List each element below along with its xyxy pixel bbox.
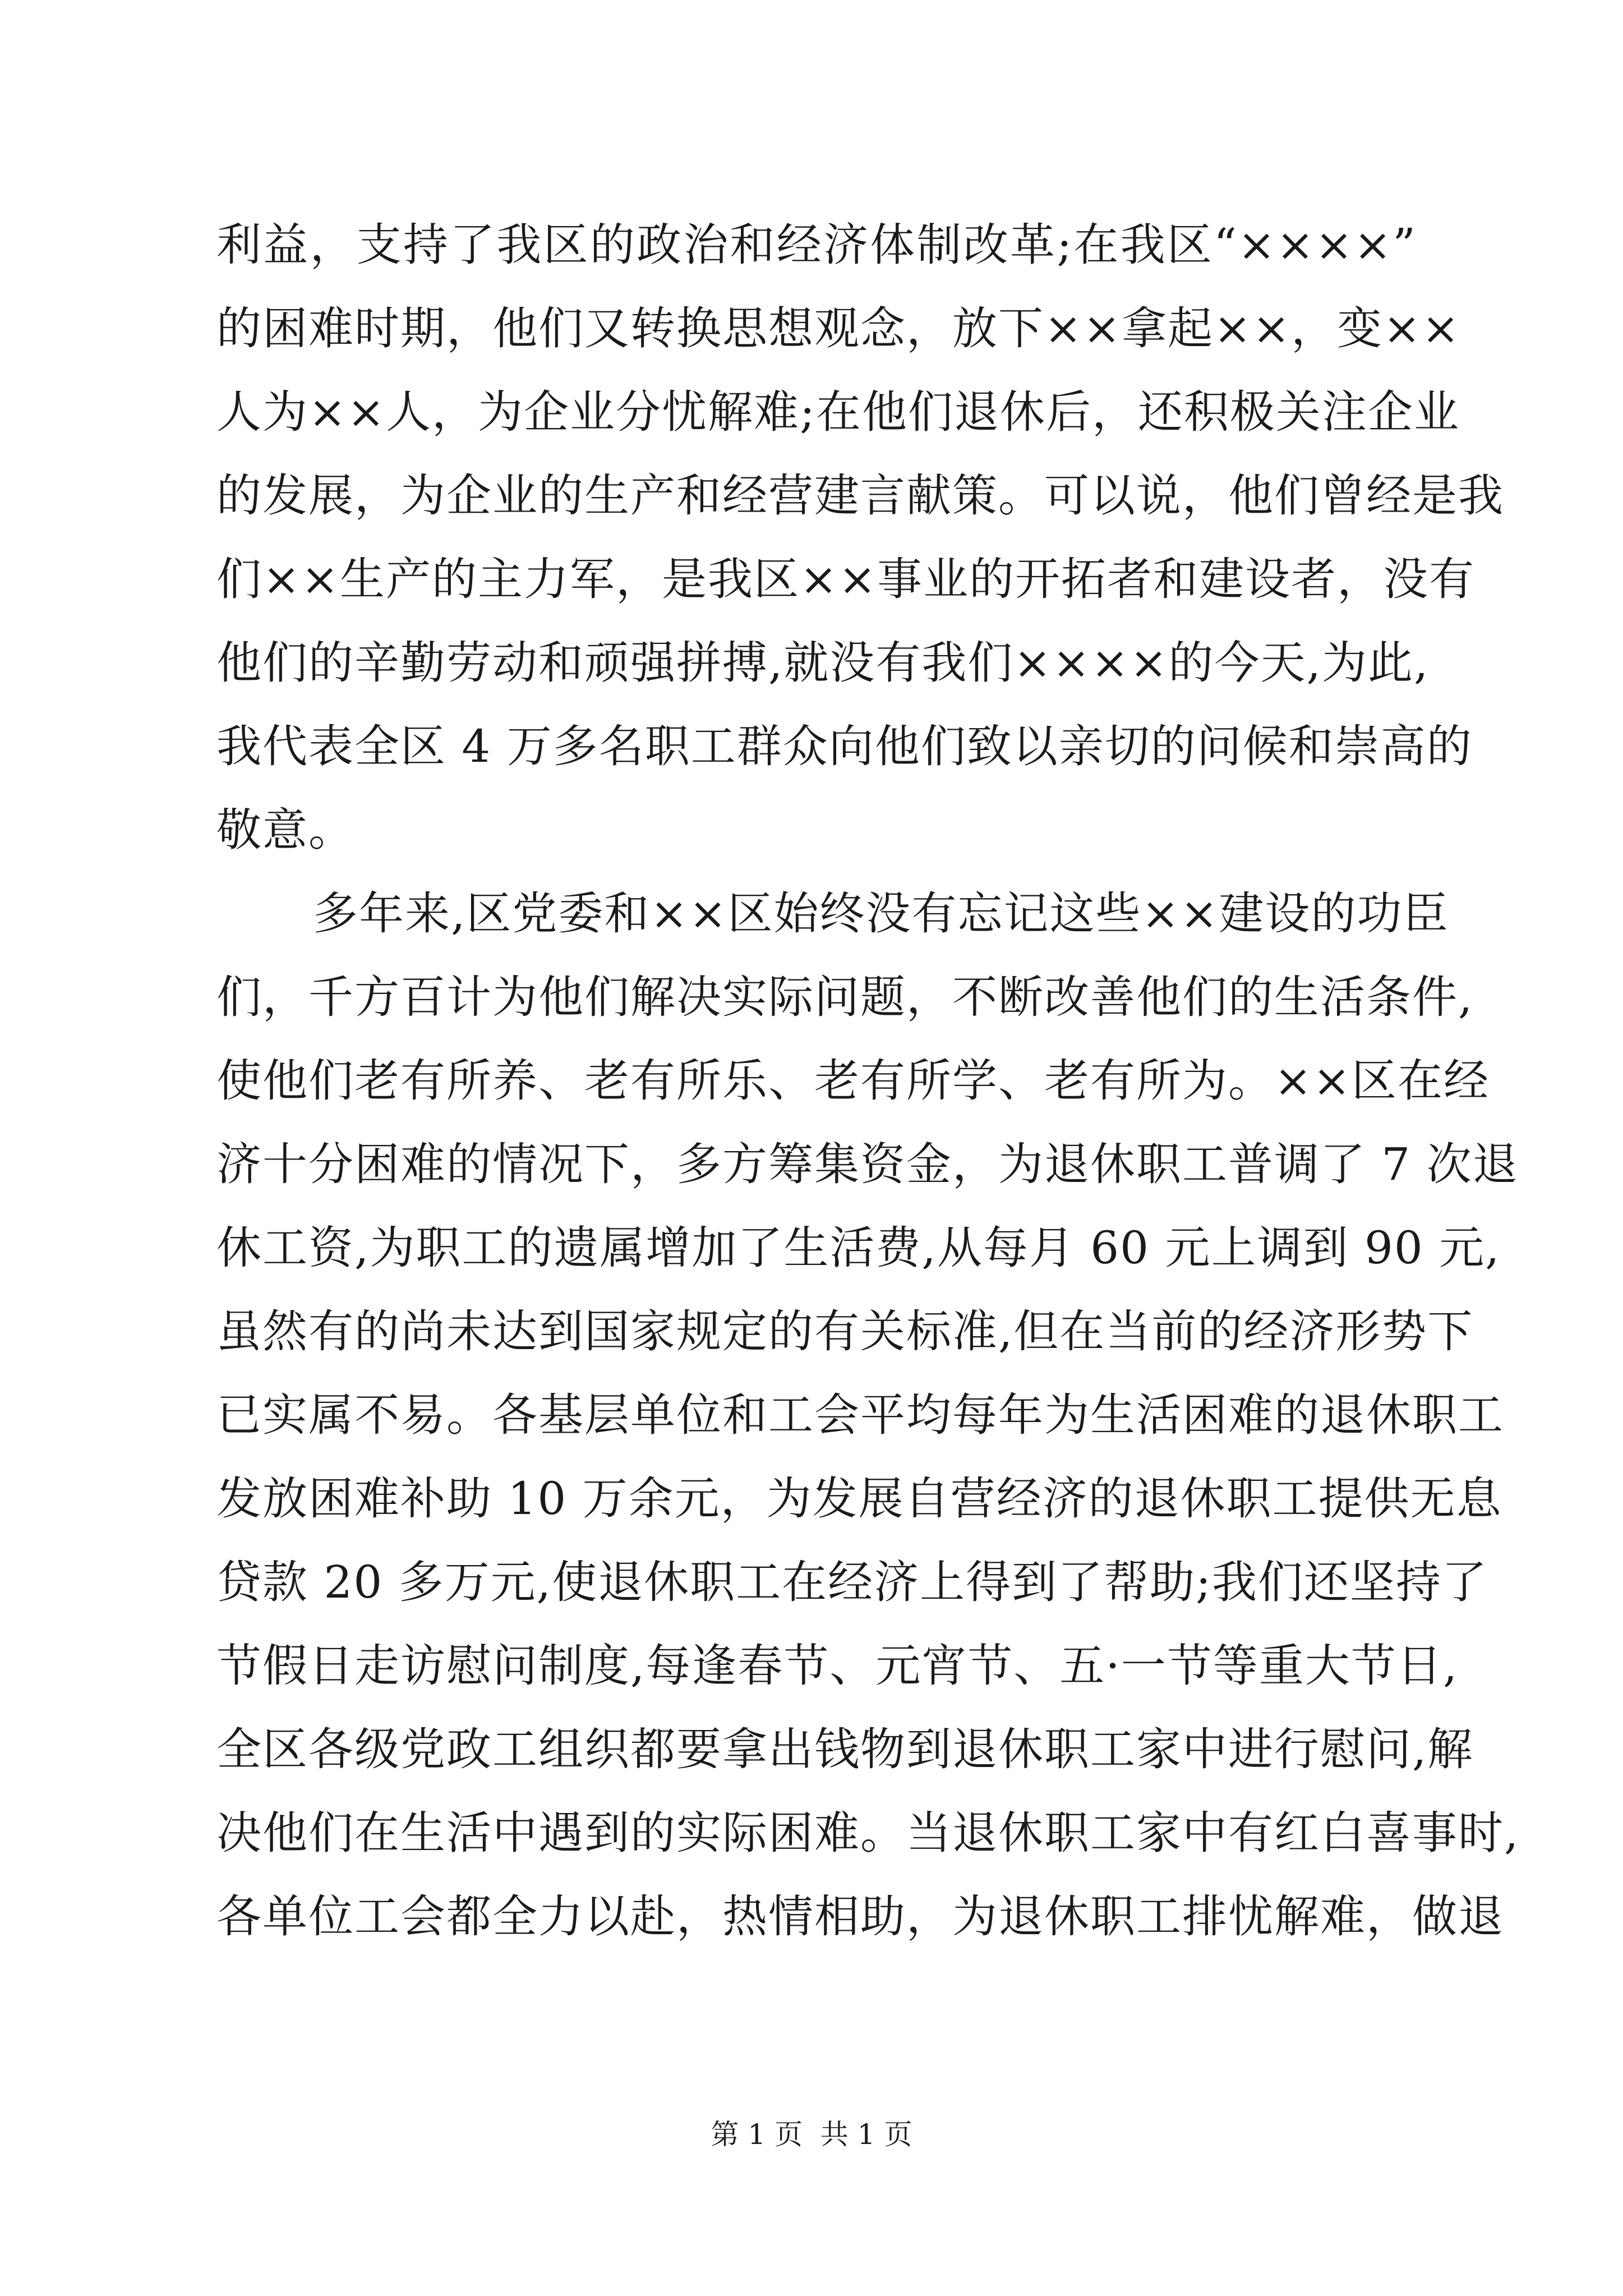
text-line: 他们的辛勤劳动和顽强拼搏,就没有我们××××的今天,为此,: [216, 637, 1430, 689]
text-line: 利益，支持了我区的政治和经济体制改革;在我区“××××”: [216, 219, 1417, 271]
text-line: 人为××人，为企业分忧解难;在他们退休后，还积极关注企业: [216, 386, 1460, 438]
text-line: 节假日走访慰问制度,每逢春节、元宵节、五·一节等重大节日,: [216, 1640, 1459, 1692]
text-line: 们，千方百计为他们解决实际问题，不断改善他们的生活条件,: [216, 971, 1474, 1023]
paragraph-first-line: 多年来,区党委和××区始终没有忘记这些××建设的功臣: [313, 887, 1449, 940]
text-line: 虽然有的尚未达到国家规定的有关标准,但在当前的经济形势下: [216, 1305, 1474, 1358]
text-line: 济十分困难的情况下，多方筹集资金，为退休职工普调了 7 次退: [216, 1138, 1519, 1190]
text-line: 的困难时期，他们又转换思想观念，放下××拿起××，变××: [216, 302, 1461, 355]
text-line: 敬意。: [216, 804, 354, 856]
page-footer: 第 1 页 共 1 页: [711, 2118, 912, 2151]
body-text: [216, 203, 1520, 1958]
text-line: 决他们在生活中遇到的实际困难。当退休职工家中有红白喜事时,: [216, 1807, 1520, 1859]
text-line: 各单位工会都全力以赴，热情相助，为退休职工排忧解难，做退: [216, 1890, 1504, 1943]
text-line: 贷款 20 多万元,使退休职工在经济上得到了帮助;我们还坚持了: [216, 1556, 1488, 1608]
text-line: 发放困难补助 10 万余元，为发展自营经济的退休职工提供无息: [216, 1473, 1502, 1525]
text-line: 全区各级党政工组织都要拿出钱物到退休职工家中进行慰问,解: [216, 1723, 1474, 1775]
text-line: 的发展，为企业的生产和经营建言献策。可以说，他们曾经是我: [216, 470, 1504, 522]
text-line: 我代表全区 4 万多名职工群众向他们致以亲切的问候和崇高的: [216, 720, 1473, 772]
text-line: 休工资,为职工的遗属增加了生活费,从每月 60 元上调到 90 元,: [216, 1222, 1501, 1274]
text-line: 们××生产的主力军，是我区××事业的开拓者和建设者，没有: [216, 553, 1476, 605]
text-line: 使他们老有所养、老有所乐、老有所学、老有所为。××区在经: [216, 1055, 1490, 1107]
text-line: 已实属不易。各基层单位和工会平均每年为生活困难的退休职工: [216, 1389, 1504, 1441]
